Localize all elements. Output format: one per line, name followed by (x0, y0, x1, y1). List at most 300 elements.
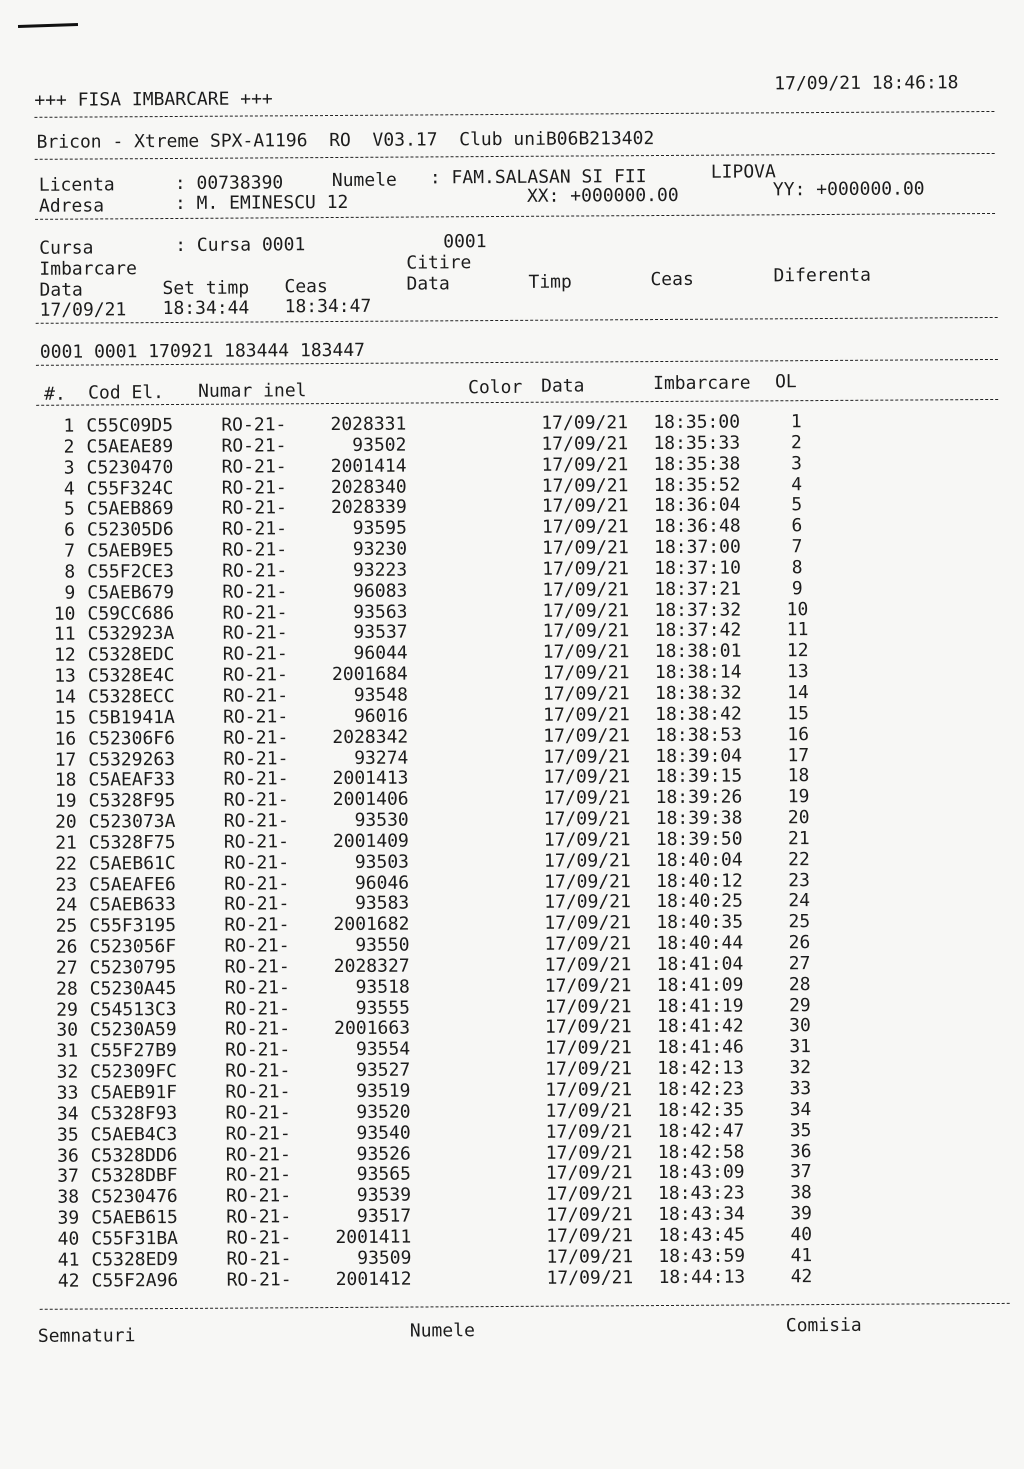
boarding-time: 18:37:10 (654, 557, 741, 579)
ol-value: 7 (791, 536, 803, 558)
ring-number: 2001413 (332, 767, 409, 790)
ol-value: 11 (786, 619, 809, 641)
electronic-code: C5328EDC (87, 644, 175, 666)
boarding-date: 17/09/21 (544, 870, 631, 893)
row-index: 41 (57, 1249, 80, 1271)
electronic-code: C5B1941A (88, 706, 175, 729)
row-index: 33 (56, 1082, 79, 1104)
electronic-code: C5328F93 (90, 1102, 178, 1125)
cursa-value: : Cursa 0001 (175, 234, 306, 256)
ring-number: 2028331 (330, 413, 407, 436)
electronic-code: C523073A (88, 811, 176, 833)
boarding-time: 18:40:35 (656, 911, 744, 934)
ring-number: 93526 (356, 1143, 411, 1165)
ring-prefix: RO-21- (222, 643, 288, 665)
electronic-code: C5AEAFE6 (89, 873, 176, 896)
boarding-date: 17/09/21 (542, 683, 630, 705)
col-header-ring: Numar inel (198, 380, 307, 402)
ol-value: 3 (791, 452, 803, 474)
entries-table (38, 412, 843, 1292)
boarding-time: 18:37:32 (654, 599, 742, 621)
ol-value: 25 (788, 911, 811, 933)
boarding-date: 17/09/21 (544, 891, 632, 914)
ring-number: 93565 (356, 1163, 411, 1186)
ring-number: 96046 (354, 872, 410, 894)
boarding-time: 18:35:52 (653, 474, 741, 496)
boarding-date: 17/09/21 (546, 1245, 634, 1268)
boarding-date: 17/09/21 (544, 933, 632, 955)
ring-number: 93554 (355, 1038, 411, 1061)
ring-prefix: RO-21- (223, 852, 290, 874)
electronic-code: C5230476 (90, 1186, 178, 1208)
ol-value: 23 (788, 869, 811, 891)
ring-number: 93230 (352, 538, 408, 560)
ring-number: 93519 (356, 1080, 411, 1102)
ol-value: 19 (787, 786, 810, 808)
electronic-code: C5328ED9 (91, 1248, 179, 1271)
row-index: 35 (56, 1124, 79, 1146)
electronic-code: C59CC686 (87, 602, 175, 625)
ol-value: 1 (790, 411, 802, 433)
electronic-code: C5AEB9E5 (87, 540, 174, 562)
ring-number: 93530 (354, 809, 409, 831)
electronic-code: C5AEB61C (88, 852, 176, 875)
boarding-time: 18:39:04 (655, 745, 743, 767)
row-index: 40 (57, 1228, 80, 1250)
ring-number: 2028327 (333, 955, 410, 977)
ol-value: 21 (787, 827, 810, 850)
ring-prefix: RO-21- (225, 1185, 292, 1207)
ring-number: 2028339 (330, 496, 407, 519)
device-info: Bricon - Xtreme SPX-A1196 RO V03.17 Club uniB06B213402 (36, 128, 655, 153)
row-index: 9 (64, 582, 76, 604)
electronic-code: C532923A (87, 623, 175, 645)
ring-prefix: RO-21- (222, 539, 288, 561)
boarding-time: 18:37:21 (654, 578, 742, 600)
boarding-time: 18:39:50 (655, 828, 743, 850)
ol-value: 9 (791, 577, 803, 599)
ol-value: 14 (787, 682, 809, 704)
licenta-value: : 00738390 (174, 172, 284, 194)
row-index: 6 (64, 519, 76, 541)
row-index: 19 (54, 790, 77, 812)
col-header-imbarcare: Imbarcare (653, 372, 751, 395)
adresa-value: : M. EMINESCU 12 (174, 191, 349, 214)
ol-value: 40 (790, 1224, 813, 1246)
ol-value: 18 (787, 765, 810, 787)
ceas-label: Ceas (284, 276, 328, 298)
boarding-time: 18:40:44 (656, 932, 744, 955)
ol-value: 20 (787, 807, 810, 829)
electronic-code: C55F27B9 (90, 1040, 177, 1062)
boarding-date: 17/09/21 (541, 516, 629, 538)
row-index: 32 (56, 1061, 79, 1083)
boarding-time: 18:42:35 (657, 1099, 745, 1121)
ring-prefix: RO-21- (223, 831, 289, 853)
ring-prefix: RO-21- (223, 747, 289, 770)
boarding-time: 18:37:42 (654, 619, 742, 642)
row-index: 14 (54, 686, 77, 708)
boarding-time: 18:36:48 (653, 515, 741, 538)
divider (35, 213, 995, 220)
boarding-time: 18:35:38 (653, 453, 741, 475)
boarding-time: 18:39:26 (655, 786, 743, 809)
row-index: 34 (56, 1103, 79, 1125)
boarding-date: 17/09/21 (542, 537, 629, 559)
col-header-idx: #. (44, 383, 66, 405)
boarding-time: 18:35:00 (653, 411, 741, 434)
boarding-date: 17/09/21 (543, 787, 631, 809)
ol-value: 30 (789, 1015, 811, 1037)
boarding-date: 17/09/21 (541, 495, 629, 518)
adresa-label: Adresa (38, 195, 105, 217)
footer-comisia: Comisia (785, 1314, 862, 1337)
ring-prefix: RO-21- (223, 726, 289, 749)
printed-timestamp: 17/09/21 18:46:18 (774, 72, 959, 95)
electronic-code: C55F2CE3 (87, 560, 174, 583)
ring-prefix: RO-21- (225, 1143, 291, 1166)
boarding-time: 18:40:12 (656, 870, 743, 892)
ring-prefix: RO-21- (223, 768, 289, 791)
ol-value: 16 (787, 723, 810, 745)
ring-prefix: RO-21- (221, 414, 287, 436)
imbarcare-label: Imbarcare (39, 258, 137, 280)
electronic-code: C5230A45 (89, 977, 177, 1000)
ring-prefix: RO-21- (226, 1268, 292, 1291)
ol-value: 41 (790, 1244, 813, 1266)
row-index: 18 (54, 769, 77, 792)
coord-yy: YY: +000000.00 (772, 178, 925, 201)
ring-prefix: RO-21- (226, 1227, 292, 1249)
ring-number: 2001406 (332, 788, 409, 811)
row-index: 3 (63, 457, 75, 479)
ol-value: 5 (791, 494, 803, 516)
boarding-date: 17/09/21 (545, 1079, 633, 1101)
ol-value: 38 (790, 1182, 812, 1204)
boarding-date: 17/09/21 (546, 1225, 634, 1247)
electronic-code: C52306F6 (88, 727, 175, 750)
ring-number: 2001411 (335, 1226, 412, 1248)
boarding-date: 17/09/21 (542, 620, 630, 643)
ol-value: 4 (791, 473, 803, 495)
owner-city: LIPOVA (710, 161, 776, 183)
timp-label: Timp (528, 271, 572, 293)
boarding-date: 17/09/21 (543, 704, 630, 726)
ring-number: 93520 (356, 1101, 411, 1123)
row-index: 5 (63, 498, 75, 521)
citire-label: Citire (406, 252, 472, 274)
boarding-date: 17/09/21 (543, 724, 630, 747)
electronic-code: C5230470 (86, 456, 174, 479)
boarding-date: 17/09/21 (544, 954, 632, 976)
ring-prefix: RO-21- (221, 518, 288, 540)
ring-number: 2001684 (331, 663, 408, 686)
ring-number: 96044 (353, 642, 408, 665)
divider (40, 1303, 1010, 1310)
boarding-time: 18:35:33 (653, 432, 741, 454)
divider (36, 399, 998, 406)
boarding-date: 17/09/21 (542, 558, 629, 580)
ol-value: 17 (787, 744, 810, 766)
electronic-code: C5230795 (89, 956, 177, 979)
col-header-ol: OL (774, 371, 797, 393)
ol-value: 8 (791, 557, 803, 579)
boarding-time: 18:39:38 (655, 807, 743, 830)
ring-number: 93537 (353, 622, 408, 644)
ring-number: 2001414 (330, 455, 407, 477)
electronic-code: C5230A59 (89, 1019, 177, 1041)
footer-numele: Numele (409, 1320, 475, 1342)
electronic-code: C5AEB869 (86, 498, 174, 520)
ring-number: 2001409 (332, 830, 409, 852)
ring-number: 93223 (352, 559, 408, 581)
row-index: 21 (55, 832, 77, 854)
ol-value: 33 (789, 1078, 812, 1100)
citire-data-label: Data (406, 273, 450, 295)
table-row (43, 1267, 843, 1293)
ol-value: 6 (791, 515, 803, 537)
ring-prefix: RO-21- (225, 1164, 291, 1187)
ring-prefix: RO-21- (224, 872, 290, 895)
row-index: 42 (57, 1270, 80, 1292)
ring-prefix: RO-21- (226, 1206, 292, 1228)
ring-prefix: RO-21- (221, 455, 287, 478)
boarding-time: 18:42:47 (657, 1120, 745, 1142)
boarding-date: 17/09/21 (543, 849, 631, 872)
race-date: 17/09/21 (39, 299, 127, 321)
cursa-label: Cursa (39, 237, 94, 259)
set-time-value: 18:34:44 (162, 297, 250, 320)
ol-value: 32 (789, 1057, 812, 1079)
ol-value: 10 (786, 598, 809, 620)
diferenta-label: Diferenta (773, 264, 872, 287)
ring-prefix: RO-21- (225, 1081, 291, 1103)
col-header-code: Cod El. (88, 382, 165, 404)
boarding-date: 17/09/21 (542, 578, 630, 601)
numele-label: Numele (331, 169, 397, 192)
row-index: 13 (54, 665, 76, 687)
ol-value: 37 (789, 1161, 812, 1183)
ring-number: 2001663 (334, 1018, 411, 1040)
boarding-date: 17/09/21 (545, 1058, 633, 1080)
row-index: 31 (56, 1040, 79, 1063)
ol-value: 34 (789, 1098, 812, 1121)
coord-xx: XX: +000000.00 (526, 184, 679, 207)
ring-prefix: RO-21- (221, 476, 287, 499)
row-index: 22 (55, 853, 78, 875)
boarding-time: 18:38:53 (655, 724, 742, 746)
ring-prefix: RO-21- (223, 789, 289, 811)
boarding-time: 18:36:04 (653, 494, 741, 517)
ring-prefix: RO-21- (224, 893, 290, 916)
ring-number: 2028340 (330, 476, 407, 498)
row-index: 4 (63, 478, 75, 500)
ol-value: 2 (790, 431, 802, 454)
cursa-code: 0001 (443, 231, 487, 253)
boarding-time: 18:43:45 (658, 1224, 746, 1246)
ring-number: 93517 (356, 1205, 412, 1227)
electronic-code: C5AEAE89 (86, 435, 174, 458)
ring-prefix: RO-21- (224, 997, 290, 1020)
boarding-time: 18:43:09 (657, 1161, 745, 1184)
boarding-time: 18:42:13 (657, 1057, 745, 1080)
row-index: 38 (57, 1186, 80, 1208)
row-index: 27 (55, 957, 78, 979)
electronic-code: C5328F95 (88, 790, 176, 812)
ol-value: 24 (788, 890, 811, 912)
boarding-date: 17/09/21 (545, 1120, 633, 1143)
boarding-time: 18:38:42 (655, 703, 742, 725)
boarding-time: 18:44:13 (658, 1266, 746, 1288)
electronic-code: C5AEAF33 (88, 769, 176, 791)
ol-value: 12 (786, 640, 809, 662)
ol-value: 26 (788, 932, 811, 954)
boarding-time: 18:41:42 (656, 1015, 744, 1038)
ring-number: 93540 (356, 1122, 411, 1144)
boarding-date: 17/09/21 (544, 974, 632, 997)
ring-number: 93583 (354, 892, 410, 915)
ring-prefix: RO-21- (225, 1102, 291, 1124)
boarding-date: 17/09/21 (546, 1204, 633, 1226)
ol-value: 15 (787, 702, 809, 725)
row-index: 29 (56, 999, 78, 1021)
electronic-code: C5328DD6 (90, 1144, 178, 1167)
ring-number: 93563 (353, 601, 408, 623)
boarding-time: 18:40:04 (655, 849, 743, 871)
ring-prefix: RO-21- (225, 1039, 291, 1061)
ring-prefix: RO-21- (224, 977, 290, 999)
boarding-time: 18:41:19 (656, 995, 744, 1017)
col-header-data: Data (541, 375, 585, 397)
footer-semnaturi: Semnaturi (37, 1325, 136, 1347)
boarding-date: 17/09/21 (542, 662, 630, 684)
row-index: 16 (54, 728, 77, 750)
boarding-date: 17/09/21 (541, 453, 629, 476)
ol-value: 29 (788, 994, 811, 1016)
ring-prefix: RO-21- (224, 1018, 291, 1041)
row-index: 30 (56, 1020, 79, 1042)
race-code-line: 0001 0001 170921 183444 183447 (39, 339, 366, 363)
ring-number: 93595 (352, 517, 408, 540)
ring-prefix: RO-21- (222, 685, 289, 707)
row-index: 39 (57, 1207, 80, 1229)
boarding-time: 18:43:59 (658, 1245, 746, 1267)
row-index: 15 (54, 707, 77, 729)
electronic-code: C5328F75 (88, 831, 176, 854)
ol-value: 42 (790, 1265, 813, 1287)
electronic-code: C5AEB633 (89, 894, 177, 916)
ring-prefix: RO-21- (222, 581, 288, 603)
boarding-time: 18:38:32 (654, 682, 742, 705)
row-index: 36 (57, 1145, 79, 1167)
ol-value: 28 (788, 973, 811, 996)
ring-prefix: RO-21- (222, 664, 288, 686)
ring-prefix: RO-21- (223, 810, 289, 832)
boarding-date: 17/09/21 (545, 1100, 633, 1122)
electronic-code: C5AEB679 (87, 581, 175, 604)
ring-prefix: RO-21- (221, 497, 287, 520)
boarding-date: 17/09/21 (543, 745, 631, 768)
boarding-time: 18:41:04 (656, 953, 744, 975)
electronic-code: C55F324C (86, 477, 174, 500)
sheet-title: +++ FISA IMBARCARE +++ (34, 88, 273, 111)
ring-number: 93518 (355, 976, 410, 998)
ring-number: 93502 (352, 434, 407, 456)
electronic-code: C52305D6 (86, 519, 174, 541)
boarding-date: 17/09/21 (542, 599, 630, 622)
ring-prefix: RO-21- (224, 914, 290, 936)
row-index: 11 (53, 624, 76, 646)
ceas2-label: Ceas (650, 268, 694, 291)
row-index: 8 (64, 561, 76, 583)
boarding-date: 17/09/21 (545, 1183, 633, 1205)
boarding-date: 17/09/21 (541, 412, 629, 434)
row-index: 12 (53, 644, 76, 667)
boarding-date: 17/09/21 (541, 474, 629, 497)
ring-number: 93539 (356, 1184, 412, 1207)
ring-prefix: RO-21- (224, 956, 290, 978)
ring-number: 2001412 (335, 1268, 412, 1290)
ol-value: 22 (788, 848, 810, 870)
boarding-time: 18:41:46 (657, 1036, 744, 1059)
electronic-code: C55F31BA (91, 1227, 179, 1250)
ring-number: 93503 (354, 851, 410, 873)
ring-number: 96016 (353, 705, 409, 727)
electronic-code: C55F3195 (89, 915, 177, 937)
ring-number: 93509 (357, 1247, 412, 1269)
clock-value: 18:34:47 (284, 295, 372, 318)
set-timp-label: Set timp (162, 277, 250, 300)
electronic-code: C5328E4C (87, 665, 175, 687)
electronic-code: C523056F (89, 936, 177, 958)
boarding-date: 17/09/21 (543, 808, 631, 830)
electronic-code: C5AEB91F (90, 1081, 178, 1104)
ring-prefix: RO-21- (224, 935, 290, 957)
ol-value: 27 (788, 953, 811, 975)
ring-number: 93548 (353, 684, 409, 706)
row-index: 28 (56, 978, 78, 1000)
electronic-code: C52309FC (90, 1061, 178, 1083)
ring-number: 96083 (353, 580, 408, 602)
electronic-code: C5AEB615 (91, 1207, 178, 1229)
boarding-time: 18:42:58 (657, 1141, 745, 1163)
boarding-date: 17/09/21 (543, 766, 631, 789)
boarding-date: 17/09/21 (542, 641, 630, 664)
ring-prefix: RO-21- (221, 435, 287, 457)
row-index: 7 (64, 540, 76, 562)
ring-number: 93550 (355, 934, 410, 956)
boarding-time: 18:43:23 (657, 1182, 745, 1205)
licenta-label: Licenta (38, 174, 115, 196)
ring-prefix: RO-21- (226, 1248, 292, 1270)
ol-value: 35 (789, 1119, 812, 1141)
electronic-code: C55F2A96 (91, 1269, 179, 1292)
boarding-time: 18:38:01 (654, 640, 742, 663)
boarding-time: 18:42:23 (657, 1078, 745, 1101)
electronic-code: C5AEB4C3 (90, 1123, 178, 1146)
numele-value: : FAM.SALASAN SI FII (429, 166, 647, 189)
boarding-date: 17/09/21 (545, 1162, 633, 1185)
row-index: 25 (55, 915, 78, 937)
ring-number: 93555 (355, 997, 410, 1019)
boarding-time: 18:38:14 (654, 661, 742, 684)
row-index: 37 (57, 1165, 79, 1188)
boarding-date: 17/09/21 (544, 912, 632, 934)
row-index: 10 (53, 603, 76, 625)
ring-prefix: RO-21- (225, 1060, 291, 1082)
ol-value: 36 (789, 1140, 812, 1162)
boarding-time: 18:40:25 (656, 890, 744, 913)
